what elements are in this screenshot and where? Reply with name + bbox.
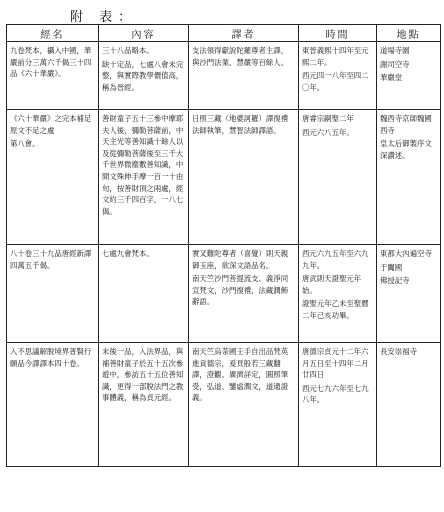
cell-place xyxy=(377,42,441,110)
table-body xyxy=(7,42,441,467)
cell-sutra xyxy=(7,343,99,467)
appendix-heading: 附 表： xyxy=(70,10,138,25)
cell-text: 皇太后御製序文深讚述。 xyxy=(380,139,432,160)
cell-text: 善財童子五十三參中摩耶夫人後，彌勒菩薩前，中天主光等善知識十餘人以及從彌勒菩薩後至三千大千世界微塵數善知識，中間文殊伸手摩一百一十由旬，按善財頂之兩處，經文約三千四百字，一八七偈。 xyxy=(102,114,184,216)
cell-text: 八十卷三十九品唐經新譯四萬五千偈。 xyxy=(10,249,92,270)
cell-place xyxy=(377,245,441,343)
cell-place xyxy=(377,343,441,467)
cell-text: 第八會。 xyxy=(10,139,40,149)
table-row xyxy=(7,343,441,467)
cell-time xyxy=(299,110,377,245)
col-header-time: 時間 xyxy=(299,25,377,42)
cell-content xyxy=(99,110,189,245)
cell-text: 東晉義熙十四年至元熙二年。 xyxy=(302,46,369,67)
cell-text: 南天竺烏荼國王手自出品梵英進貢德宗，爰頁般若三藏翻譯，澄觀、廣濟詳定，圓照筆受，弘道、鑒虛潤文，道通證義。 xyxy=(192,347,289,403)
cell-content xyxy=(99,343,189,467)
cell-time xyxy=(299,343,377,467)
cell-text: 日照三藏（地婆訶羅）譯復禮法師執筆，慧智法師譯語。 xyxy=(192,114,289,135)
cell-text: 《六十華嚴》之完本補足原文不足之處 xyxy=(10,114,92,135)
cell-text: 西元四一八年至四二〇年。 xyxy=(302,71,369,92)
cell-time xyxy=(299,245,377,343)
cell-text: 西元六八五年。 xyxy=(302,127,354,137)
cell-sutra xyxy=(7,110,99,245)
cell-text: 唐武則天證聖元年始。 xyxy=(302,274,362,295)
appendix-table xyxy=(6,24,441,467)
cell-text: 道場寺園 xyxy=(380,46,410,55)
cell-text: 唐睿宗嗣聖二年 xyxy=(302,114,354,123)
cell-text: 華嚴堂 xyxy=(380,73,403,83)
cell-translator xyxy=(189,42,299,110)
cell-text: 九卷梵本，攝入中國，華嚴前分三萬六千偈三十四品《六十華嚴》。 xyxy=(10,46,92,79)
cell-text: 于闐國 xyxy=(380,262,403,272)
cell-text: 長安崇福寺 xyxy=(380,347,417,356)
cell-text: 謝司空寺 xyxy=(380,59,410,69)
col-header-sutra: 經名 xyxy=(7,25,99,42)
cell-translator xyxy=(189,343,299,467)
cell-text: 缺十定品，七處八會未完整，與實際教學價值高，稱為晉經。 xyxy=(102,59,184,92)
table-row xyxy=(7,42,441,110)
cell-translator xyxy=(189,110,299,245)
cell-content xyxy=(99,42,189,110)
table-row xyxy=(7,110,441,245)
cell-sutra xyxy=(7,245,99,343)
cell-text: 佛授記寺 xyxy=(380,276,410,286)
cell-place xyxy=(377,110,441,245)
col-header-translator: 譯者 xyxy=(189,25,299,42)
cell-text: 魏西寺京師魏國西寺 xyxy=(380,114,432,135)
cell-text: 西元六九五年至六九九年。 xyxy=(302,249,369,270)
cell-time xyxy=(299,42,377,110)
cell-text: 南天竺沙門菩提流支、義淨同宣梵文，沙門復禮，法藏潤飾辭語。 xyxy=(192,274,289,307)
cell-text: 東都大內遍空寺 xyxy=(380,249,432,258)
header-row xyxy=(7,25,441,42)
col-header-place: 地點 xyxy=(377,25,441,42)
cell-text: 唐德宗貞元十二年六月五日至十四年二月廿四日 xyxy=(302,347,369,380)
col-header-content: 內容 xyxy=(99,25,189,42)
cell-text: 支法領得獻說陀羅尊者主譯，與沙門法業、慧嚴等百餘人。 xyxy=(192,46,289,67)
cell-sutra xyxy=(7,42,99,110)
cell-text: 實叉難陀尊者（喜覺）則天親御玉座，欲深文語品名。 xyxy=(192,249,289,270)
cell-translator xyxy=(189,245,299,343)
cell-text: 證聖元年乙未至聖曆二年己亥功畢。 xyxy=(302,299,369,320)
cell-text: 入不思議解脫境界普賢行願品今譯譯本四十卷。 xyxy=(10,347,92,368)
cell-text: 末後一品，入法界品，與補善財童子於五十五次參遊中，參訪五十五位善知識，更得一部脫法門之教事體義，稱為貞元經。 xyxy=(102,347,184,403)
cell-text: 七處九會梵本。 xyxy=(102,249,154,258)
cell-content xyxy=(99,245,189,343)
cell-text: 三十八品略本。 xyxy=(102,46,154,55)
table-row xyxy=(7,245,441,343)
cell-text: 西元七九六年至七九八年。 xyxy=(302,383,369,405)
